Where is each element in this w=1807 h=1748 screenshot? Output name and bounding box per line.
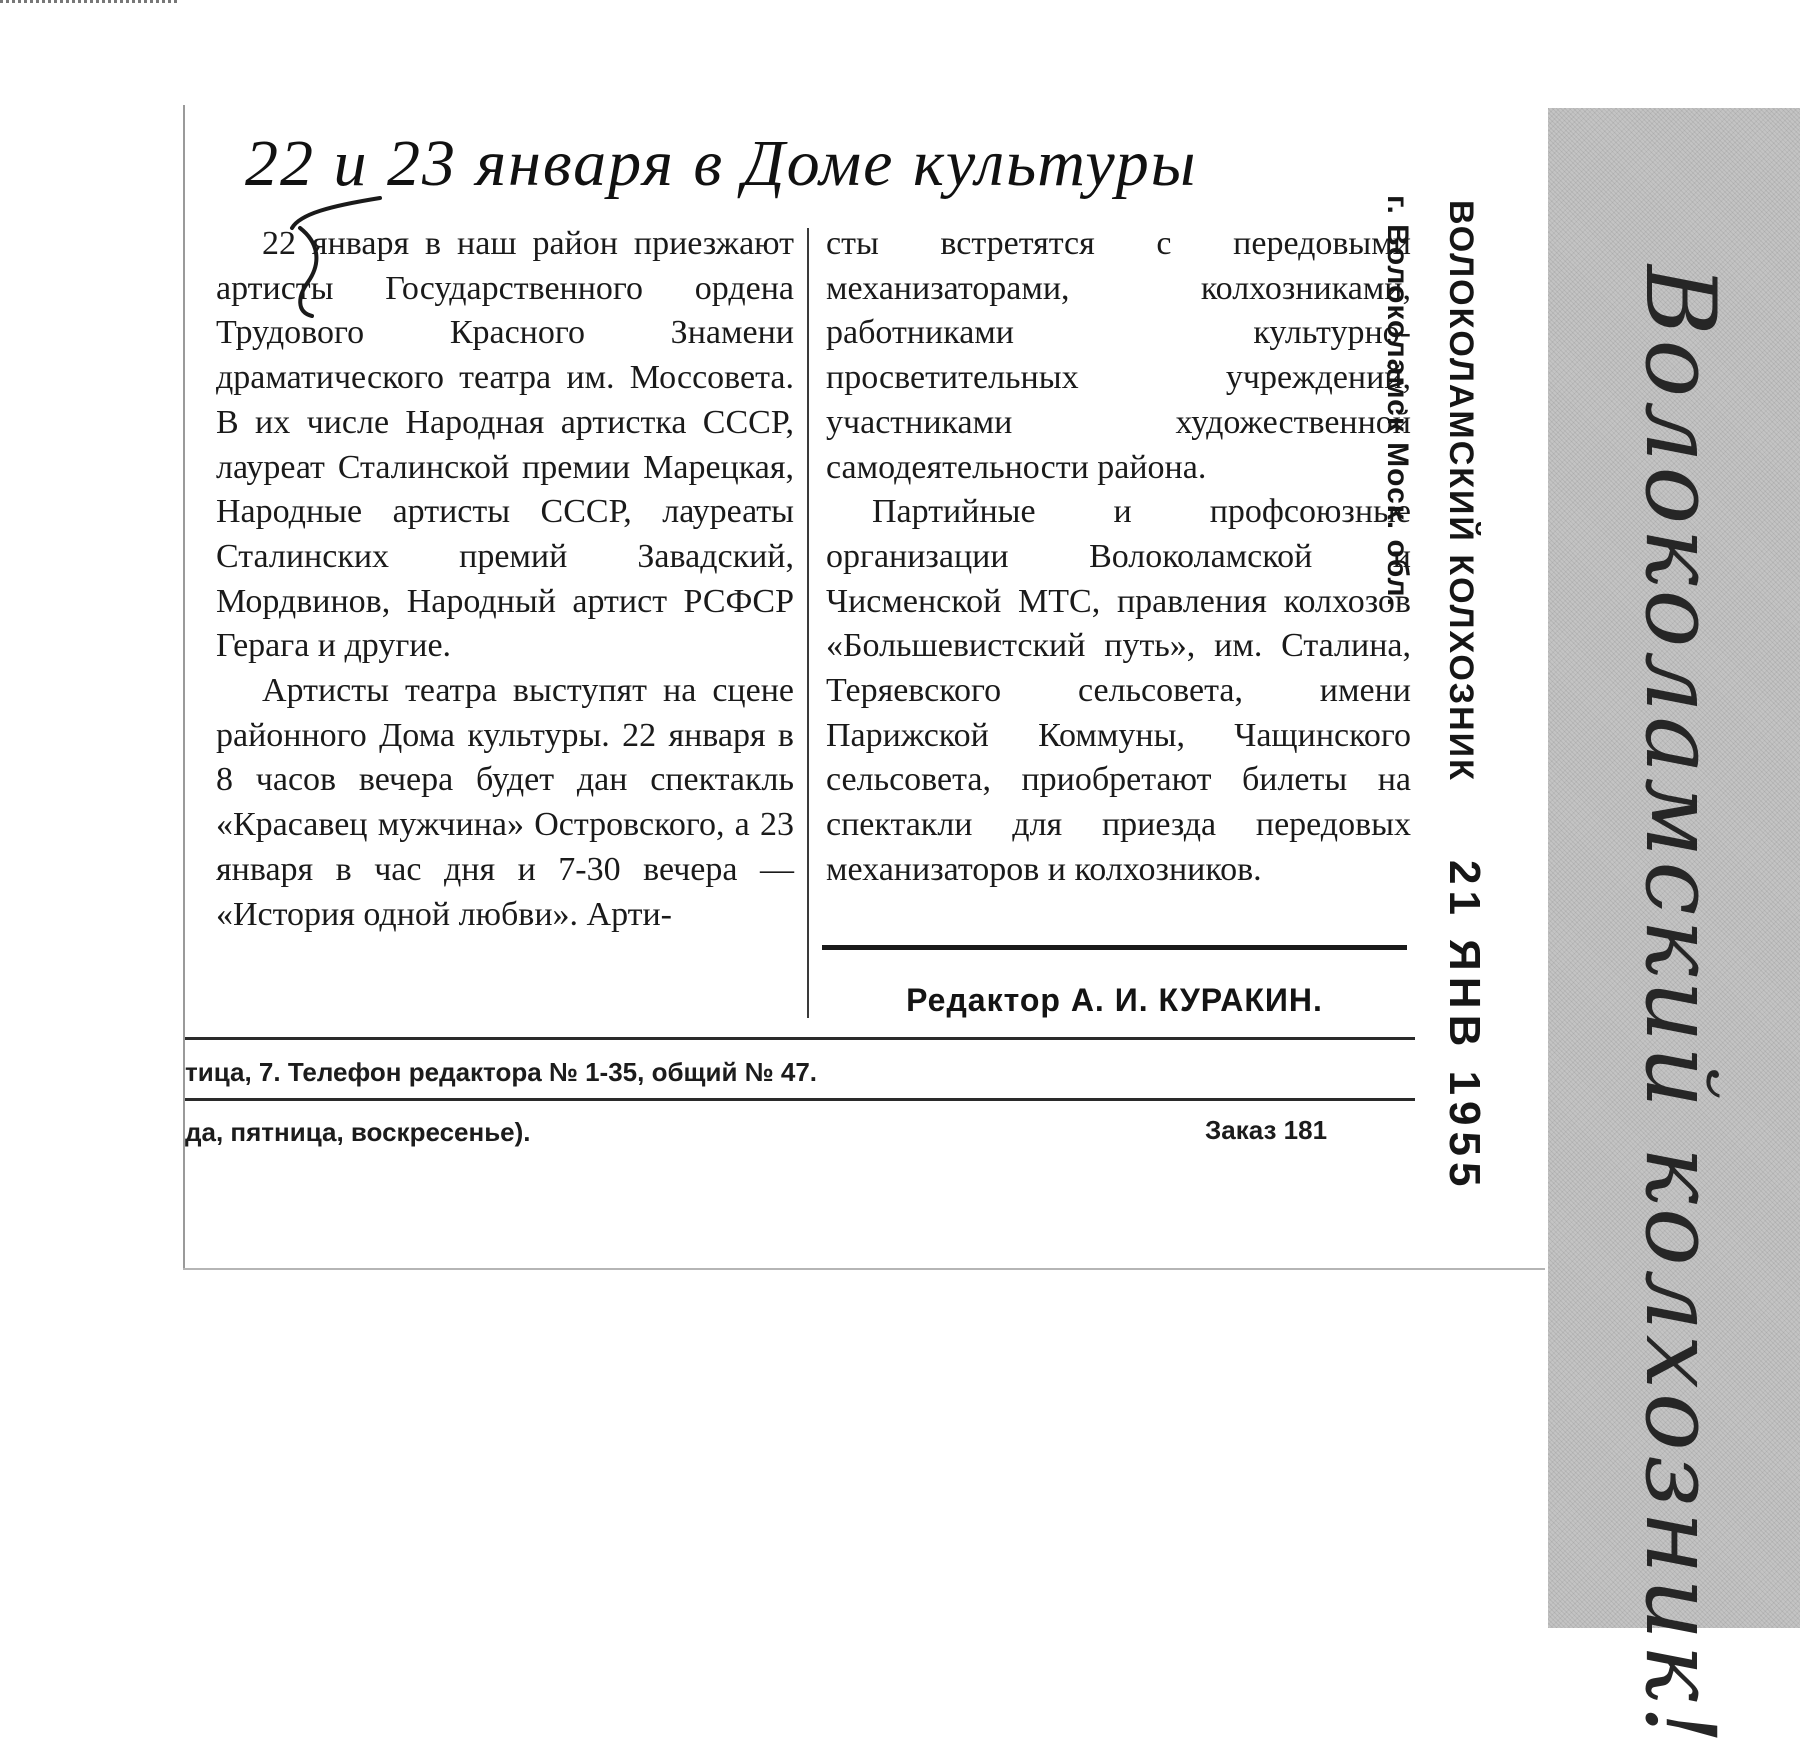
column-2-paragraph-1: сты встретятся с передовыми механизаторами, колхозниками, работниками культурно-просветительных учреждений, участниками художественной самодеятельности района.: [826, 225, 1411, 486]
handwritten-note: Волоколамский колхозник!: [1624, 265, 1736, 1748]
imprint-schedule-line: да, пятница, воскресенье).: [185, 1117, 531, 1147]
column-2-paragraph-2: Партийные и профсоюзные организации Волоколамской и Чисменской МТС, правления колхозов «Большевистский путь», им. Сталина, Теряевского сельсовета, имени Парижской Коммуны, Чащинского сельсовета, приобретают билеты на спектакли для приезда передовых механизаторов и колхозников.: [826, 493, 1411, 888]
imprint-address-line: тица, 7. Телефон редактора № 1-35, общий № 47.: [185, 1057, 817, 1087]
stamp-date: 21 ЯНВ 1955: [1440, 860, 1489, 1193]
imprint-top-rule: [185, 1037, 1415, 1040]
column-divider: [807, 228, 809, 1018]
imprint-middle-rule: [185, 1098, 1415, 1101]
stamp-place: г. Волоколамск Моск. обл.: [1381, 195, 1414, 607]
clipping-bottom-edge: [183, 1268, 1545, 1270]
editor-signature: Редактор А. И. КУРАКИН.: [906, 982, 1323, 1018]
column-1-paragraph-2: Артисты театра выступят на сцене районного Дома культуры. 22 января в 8 часов вечера будет дан спектакль «Красавец мужчина» Островского, а 23 января в час дня и 7-30 вечера — «История одной любви». Арти-: [216, 672, 794, 933]
order-number: Заказ 181: [1205, 1115, 1328, 1145]
article-title: 22 и 23 января в Доме культуры: [245, 127, 1198, 200]
stamp-newspaper-name: ВОЛОКОЛАМСКИЙ КОЛХОЗНИК: [1442, 200, 1480, 782]
article-column-2: [826, 222, 1411, 893]
article-column-1: [216, 222, 794, 937]
scan-artifact-line: [0, 0, 180, 3]
column-1-paragraph-1: 22 января в наш район приезжают артисты Государственного ордена Трудового Красного Знамени драматического театра им. Моссовета. В их числе Народная артистка СССР, лауреат Сталинской премии Марецкая, Народные артисты СССР, лауреаты Сталинских премий Завадский, Мордвинов, Народный артист РСФСР Герага и другие.: [216, 225, 794, 665]
clipping-left-edge: [183, 105, 185, 1270]
editor-divider: [822, 945, 1407, 950]
